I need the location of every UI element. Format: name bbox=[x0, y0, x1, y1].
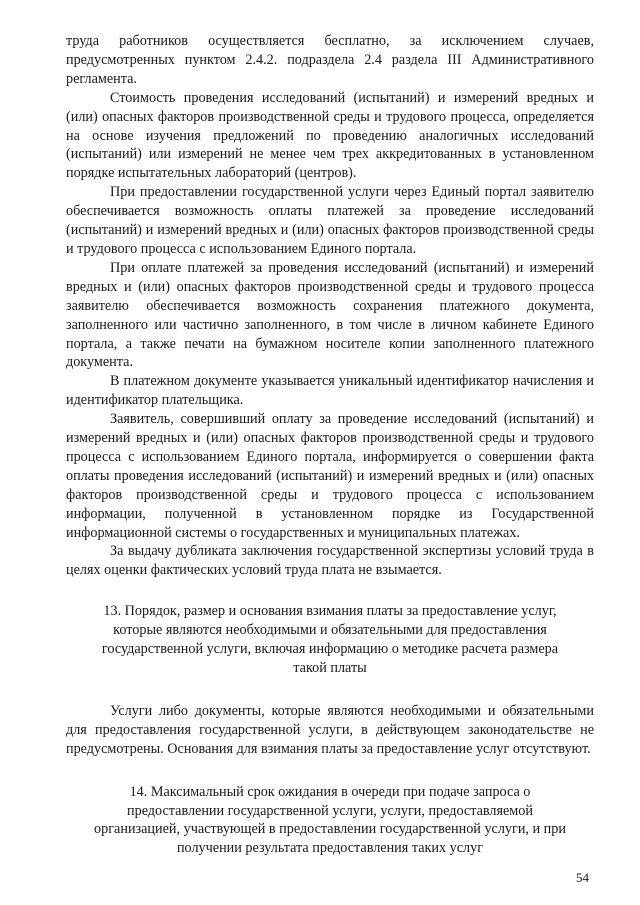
section-13-heading: 13. Порядок, размер и основания взимания платы за предоставление услуг, которые являются необходимыми и обязательными для предоставления государственной услуги, включая информацию о методике расчета размера такой платы bbox=[101, 603, 559, 676]
paragraph-identifier: В платежном документе указывается уникальный идентификатор начисления и идентификатор плательщика. bbox=[66, 373, 594, 409]
document-page bbox=[66, 32, 594, 858]
paragraph-payment-info: Заявитель, совершивший оплату за проведение исследований (испытаний) и измерений вредных и (или) опасных факторов производственной среды и трудового процесса с использованием Единого портала, информируется о совершении факта оплаты проведения исследований (испытаний) и измерений вредных и (или) опасных факторов производственной среды и трудового процесса с использованием информации, полученной в установленном порядке из Государственной информационной системы о государственных и муниципальных платежах. bbox=[66, 411, 594, 541]
paragraph-payment-document: При оплате платежей за проведения исследований (испытаний) и измерений вредных и (или) опасных факторов производственной среды и трудового процесса заявителю обеспечивается возможность сохранения платежного документа, заполненного или частично заполненного, в том числе в личном кабинете Единого портала, а также печати на бумажном носителе копии заполненного платежного документа. bbox=[66, 259, 594, 371]
section-14-heading: 14. Максимальный срок ожидания в очереди при подаче запроса о предоставлении государственной услуги, услуги, предоставляемой организацией, участвующей в предоставлении государственной услуги, и при получении результата предоставления таких услуг bbox=[94, 783, 566, 857]
paragraph-continuation: труда работников осуществляется бесплатно, за исключением случаев, предусмотренных пунктом 2.4.2. подраздела 2.4 раздела III Административного регламента. bbox=[66, 33, 594, 87]
paragraph-cost: Стоимость проведения исследований (испытаний) и измерений вредных и (или) опасных факторов производственной среды и трудового процесса, определяется на основе изучения предложений по проведению аналогичных исследований (испытаний) или измерений не менее чем трех аккредитованных в установленном порядке испытательных лабораторий (центров). bbox=[66, 89, 594, 182]
paragraph-portal-payment: При предоставлении государственной услуги через Единый портал заявителю обеспечивается возможность оплаты платежей за проведение исследований (испытаний) и измерений вредных и (или) опасных факторов производственной среды и трудового процесса с использованием Единого портала. bbox=[66, 184, 594, 257]
paragraph-duplicate: За выдачу дубликата заключения государственной экспертизы условий труда в целях оценки фактических условий труда плата не взымается. bbox=[66, 543, 594, 579]
page-number: 54 bbox=[576, 870, 589, 885]
section-13-paragraph: Услуги либо документы, которые являются необходимыми и обязательными для предоставления государственной услуги, в действующем законодательстве не предусмотрены. Основания для взимания платы за предоставление услуг отсутствуют. bbox=[66, 702, 594, 757]
